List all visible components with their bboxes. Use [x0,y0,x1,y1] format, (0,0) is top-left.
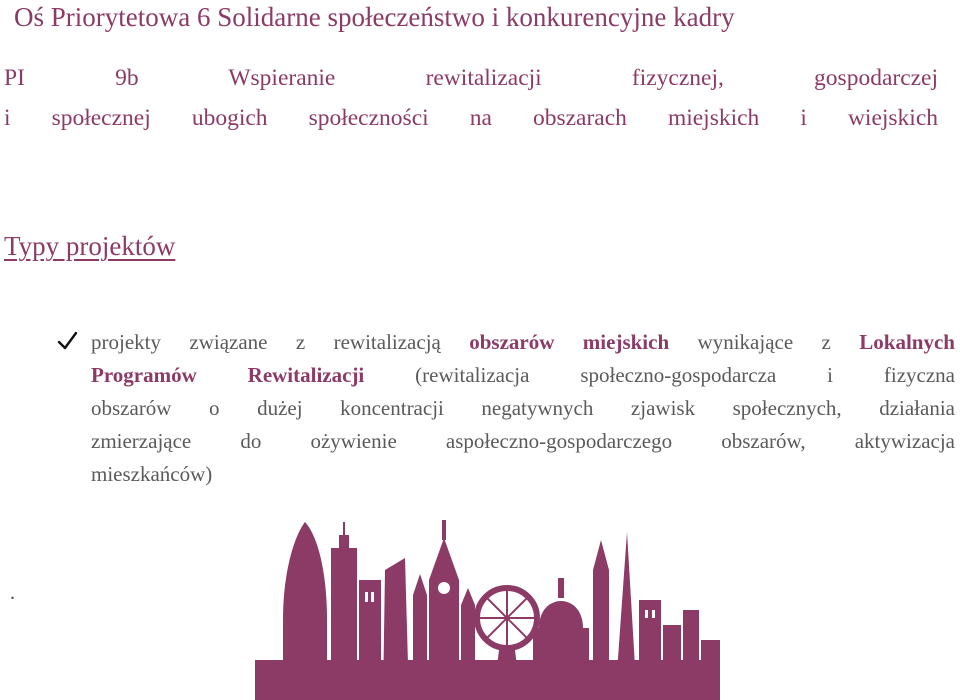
bullet-text: wynikające z [669,330,860,354]
priority-word: PI [4,65,25,91]
bullet-text: (rewitalizacja społeczno-gospodarcza i fizyczna [364,363,955,387]
priority-word: wiejskich [847,105,939,131]
priority-word: gospodarczej [814,65,939,91]
bullet-line-2 [91,359,955,391]
priority-word: miejskich [667,105,760,131]
priority-word: społeczności [308,105,429,131]
priority-word: obszarach [532,105,627,131]
priority-word: rewitalizacji [425,65,542,91]
priority-word: na [469,105,492,131]
priority-word: i [800,105,807,131]
bullet-line-3: obszarów o dużej koncentracji negatywnych zjawisk społecznych, działania [91,396,955,420]
bullet-emphasis: obszarów miejskich [469,330,670,354]
checkmark-icon [56,330,78,352]
stray-dot: . [10,582,15,604]
priority-word: 9b [115,65,139,91]
priority-line-2 [4,103,938,133]
priority-word: ubogich [191,105,268,131]
bullet-text: projekty związane z rewitalizacją [91,330,470,354]
section-heading: Typy projektów [4,231,176,261]
priority-word: i [4,105,11,131]
bullet-line-4: zmierzające do ożywienie aspołeczno-gospodarczego obszarów, aktywizacja [91,429,955,453]
bullet-line-5: mieszkańców) [91,462,213,486]
city-skyline-illustration [255,510,720,700]
priority-line-1 [4,63,938,93]
bullet-emphasis: Programów Rewitalizacji [91,363,365,387]
slide-title: Oś Priorytetowa 6 Solidarne społeczeństwo i konkurencyjne kadry [14,2,735,32]
priority-word: fizycznej, [631,65,724,91]
priority-word: społecznej [51,105,151,131]
priority-word: Wspieranie [228,65,336,91]
bullet-emphasis: Lokalnych [859,330,955,354]
bullet-line-1 [91,326,955,358]
